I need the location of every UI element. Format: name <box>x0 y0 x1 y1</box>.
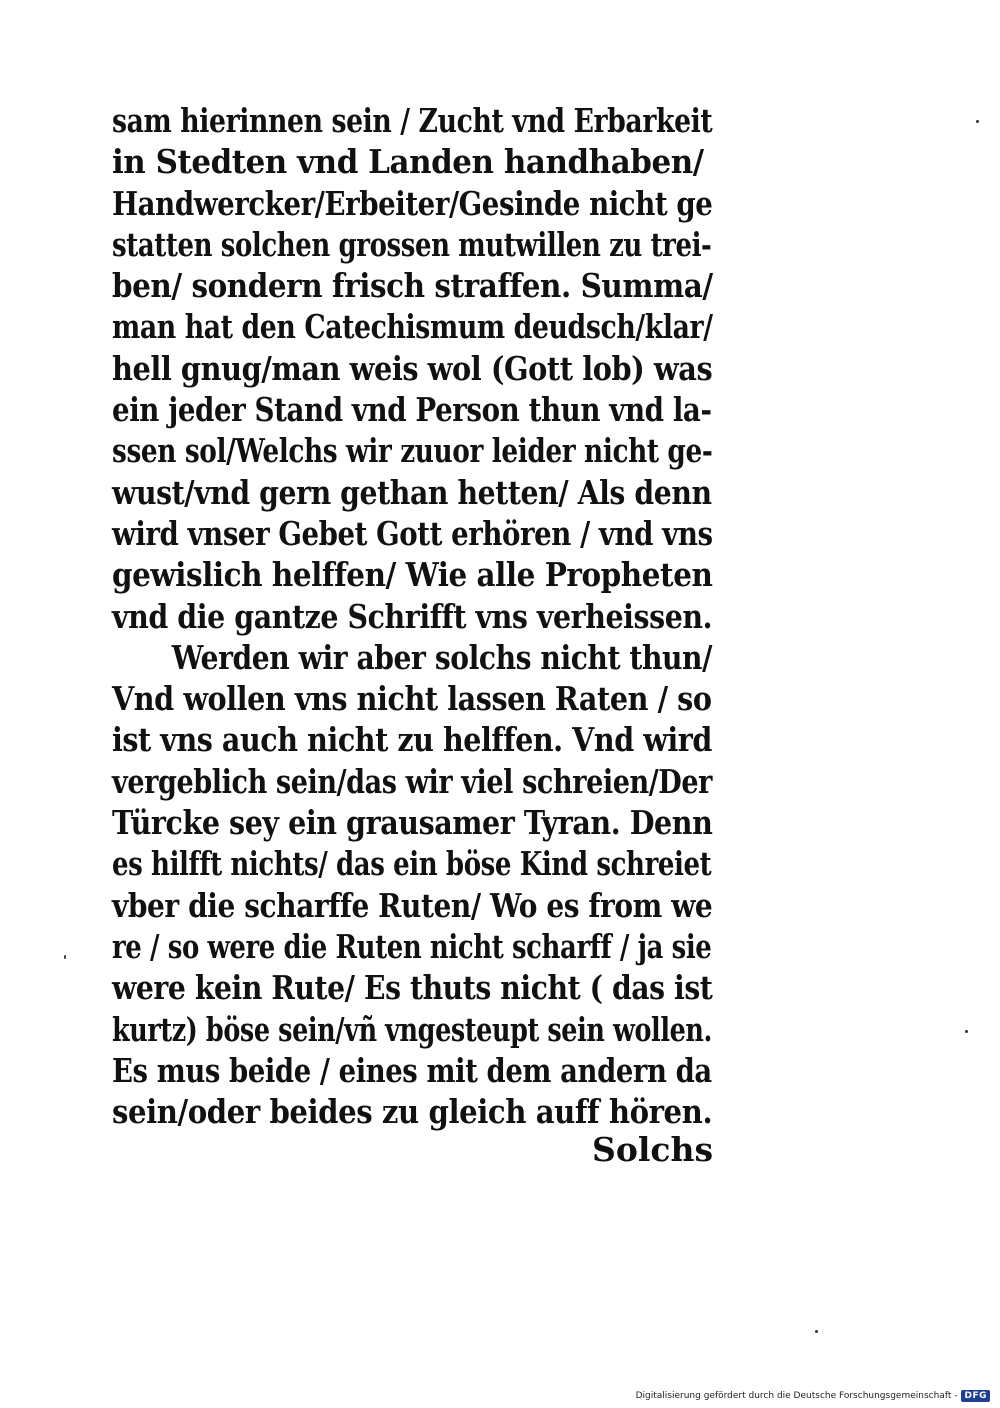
text-line: were kein Rute/ Es thuts nicht ( das ist <box>112 968 713 1008</box>
text-line: Es mus beide / eines mit dem andern da <box>112 1050 712 1090</box>
text-line: wust/vnd gern gethan hetten/ Als denn <box>112 472 712 512</box>
text-line: Handwercker/Erbeiter/Gesinde nicht ge <box>112 183 713 223</box>
text-line: ssen sol/Welchs wir zuuor leider nicht ge- <box>112 431 713 471</box>
body-text <box>112 100 752 1132</box>
text-line: wird vnser Gebet Gott erhören / vnd vns <box>112 513 713 553</box>
text-line: re / so were die Ruten nicht scharff / ja sie <box>112 926 712 966</box>
scan-speck <box>64 955 66 959</box>
text-line: es hilfft nichts/ das ein böse Kind schreiet <box>112 844 712 884</box>
text-line: hell gnug/man weis wol (Gott lob) was <box>112 348 713 388</box>
text-line: ben/ sondern frisch straffen. Summa/ <box>112 266 713 306</box>
text-line: Vnd wollen vns nicht lassen Raten / so <box>112 679 712 719</box>
text-line: kurtz) böse sein/vñ vngesteupt sein wollen. <box>112 1009 712 1049</box>
text-line: sein/oder beides zu gleich auff hören. <box>112 1092 713 1132</box>
text-line: vergeblich sein/das wir viel schreien/Der <box>112 761 712 801</box>
text-line: in Stedten vnd Landen handhaben/ <box>112 142 704 182</box>
text-line: vber die scharffe Ruten/ Wo es from we <box>112 885 713 925</box>
text-line: Werden wir aber solchs nicht thun/ <box>171 637 712 677</box>
funding-note: Digitalisierung gefördert durch die Deutsche Forschungsgemeinschaft - <box>635 1391 958 1401</box>
scan-speck <box>815 1330 818 1333</box>
text-line: ist vns auch nicht zu helffen. Vnd wird <box>112 720 712 760</box>
text-line: man hat den Catechismum deudsch/klar/ <box>112 307 713 347</box>
scan-speck <box>965 1030 968 1033</box>
text-line: ein jeder Stand vnd Person thun vnd la- <box>112 390 712 430</box>
text-line: gewislich helffen/ Wie alle Propheten <box>112 555 713 595</box>
catchword: Solchs <box>592 1130 714 1169</box>
text-line: sam hierinnen sein / Zucht vnd Erbarkeit <box>112 101 713 140</box>
dfg-logo: DFG <box>961 1390 990 1402</box>
text-line: statten solchen grossen mutwillen zu trei- <box>112 224 712 264</box>
footer <box>636 1390 990 1402</box>
text-line: vnd die gantze Schrifft vns verheissen. <box>112 596 713 636</box>
scan-speck <box>976 120 979 123</box>
text-line: Türcke sey ein grausamer Tyran. Denn <box>112 803 713 843</box>
